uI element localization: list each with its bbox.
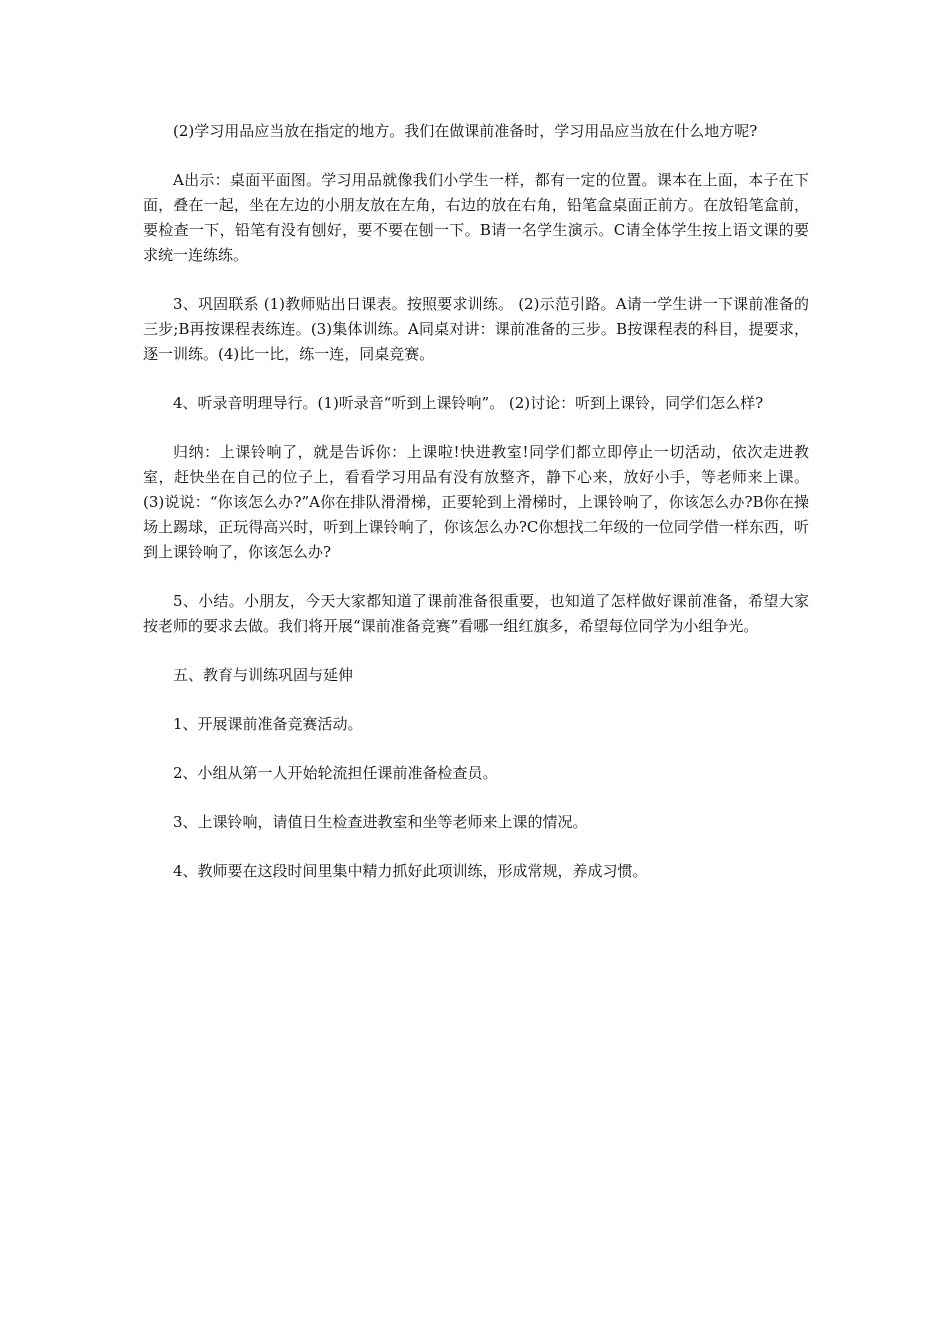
list-item-4: 4、教师要在这段时间里集中精力抓好此项训练，形成常规，养成习惯。 (173, 862, 648, 880)
section-heading-extension: 五、教育与训练巩固与延伸 (173, 666, 354, 684)
list-item-1: 1、开展课前准备竞赛活动。 (173, 715, 363, 733)
paragraph-desk-layout-demo: A出示：桌面平面图。学习用品就像我们小学生一样，都有一定的位置。课本在上面，本子在下面，叠在一起，坐在左边的小朋友放在左角，右边的放在右角，铅笔盒桌面正前方。在放铅笔盒前，要检查一下，铅笔有没有刨好，要不要在刨一下。B请一名学生演示。C请全体学生按上语文课的要求统一连练练。 (143, 171, 809, 264)
paragraph-summary-discussion: 归纳：上课铃响了，就是告诉你：上课啦!快进教室!同学们都立即停止一切活动，依次走进教室，赶快坐在自己的位子上，看看学习用品有没有放整齐，静下心来，放好小手，等老师来上课。(3)说说：“你该怎么办?”A你在排队滑滑梯，正要轮到上滑梯时，上课铃响了，你该怎么办?B你在操场上踢球，正玩得高兴时，听到上课铃响了，你该怎么办?C你想找二年级的一位同学借一样东西，听到上课铃响了，你该怎么办? (143, 443, 809, 561)
paragraph-listen-recording: 4、听录音明理导行。(1)听录音“听到上课铃响”。 (2)讨论：听到上课铃，同学们怎么样? (173, 394, 764, 412)
paragraph-supplies-placement: (2)学习用品应当放在指定的地方。我们在做课前准备时，学习用品应当放在什么地方呢? (173, 122, 758, 140)
list-item-3: 3、上课铃响，请值日生检查进教室和坐等老师来上课的情况。 (173, 813, 588, 831)
paragraph-lesson-summary: 5、小结。小朋友，今天大家都知道了课前准备很重要，也知道了怎样做好课前准备，希望大家按老师的要求去做。我们将开展“课前准备竞赛”看哪一组红旗多，希望每位同学为小组争光。 (143, 592, 809, 635)
list-item-2: 2、小组从第一人开始轮流担任课前准备检查员。 (173, 764, 498, 782)
paragraph-consolidation-practice: 3、巩固联系 (1)教师贴出日课表。按照要求训练。 (2)示范引路。A请一学生讲一下课前准备的三步;B再按课程表练连。(3)集体训练。A同桌对讲：课前准备的三步。B按课程表的科目，提要求，逐一训练。(4)比一比，练一连，同桌竞赛。 (143, 295, 809, 363)
document-page (143, 119, 809, 908)
